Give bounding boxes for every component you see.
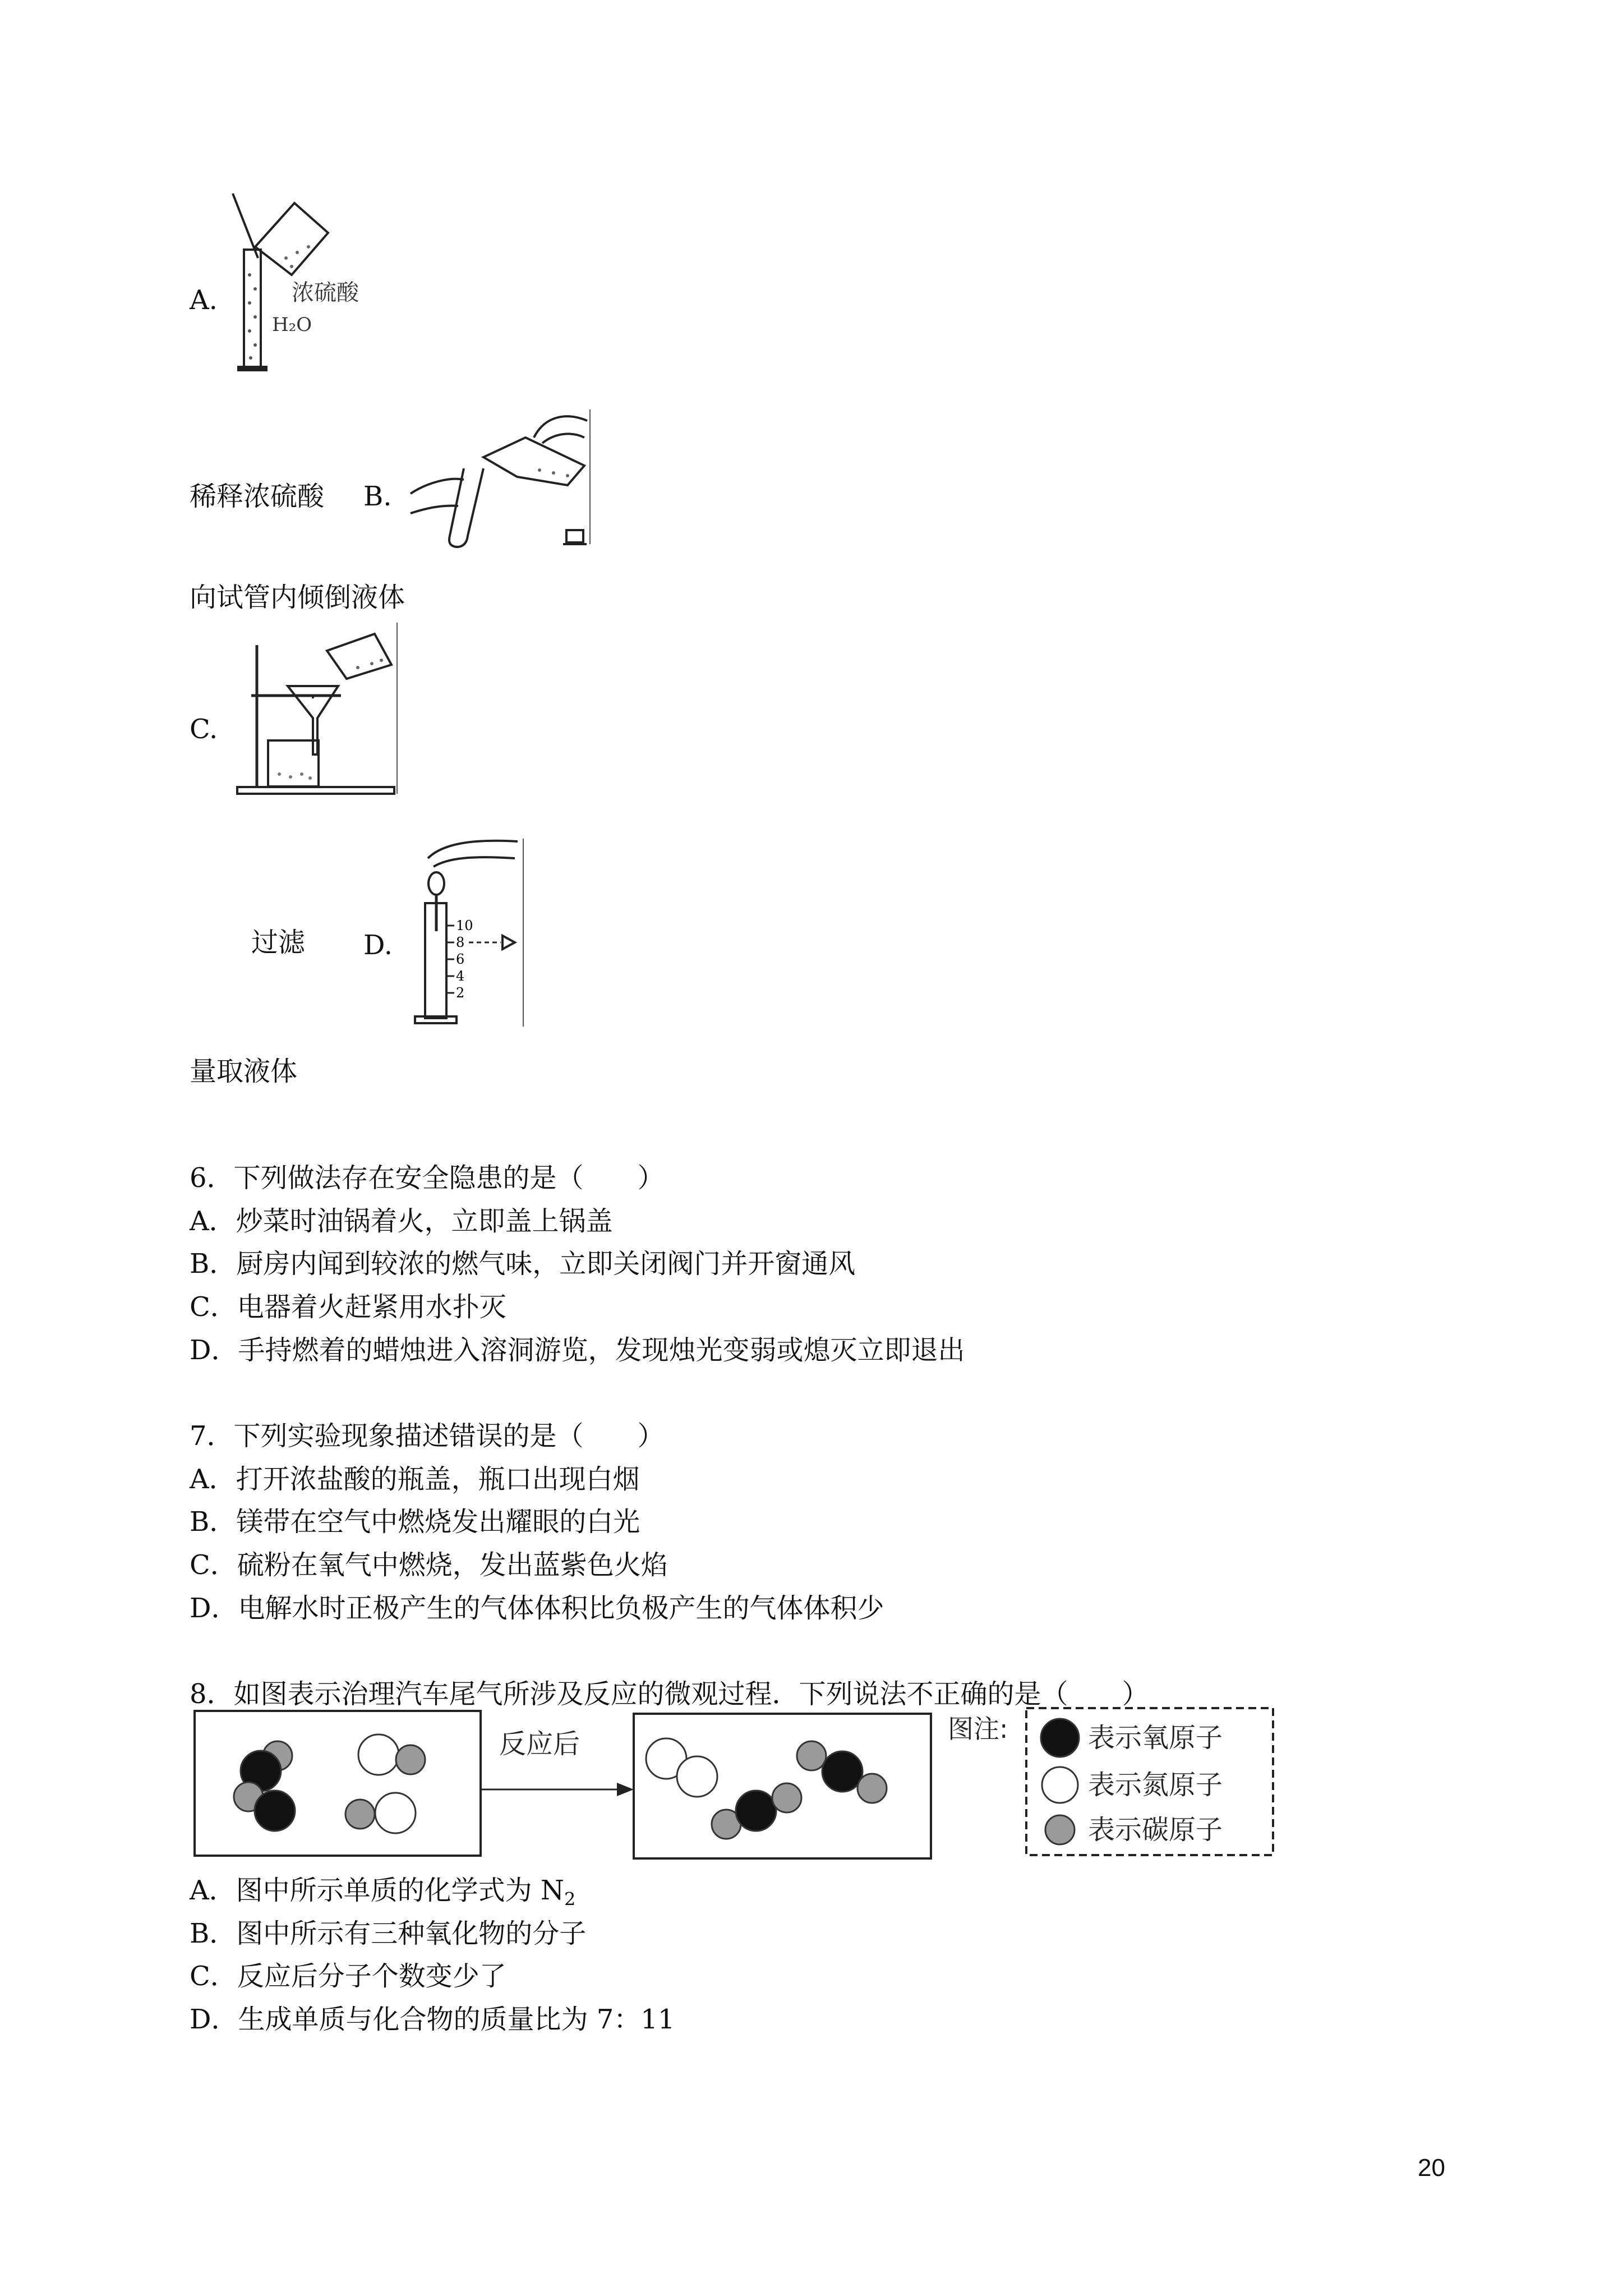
q8-option-d: D．生成单质与化合物的质量比为 7：11 <box>190 2004 675 2035</box>
q8-option-b: B．图中所示有三种氧化物的分子 <box>190 1918 587 1949</box>
option-c-caption: 过滤 <box>251 927 306 958</box>
water-label: H₂O <box>272 314 312 336</box>
product-molecules <box>646 1738 887 1839</box>
q7-option-a: A．打开浓盐酸的瓶盖，瓶口出现白烟 <box>190 1464 640 1495</box>
nitrogen-atom-icon <box>1042 1767 1078 1803</box>
q6-option-a: A．炒菜时油锅着火，立即盖上锅盖 <box>190 1205 613 1237</box>
legend-title: 图注: <box>948 1714 1008 1744</box>
page-number: 20 <box>1418 2154 1445 2182</box>
dilute-acid-figure <box>227 191 362 376</box>
option-c-label: C. <box>190 714 218 745</box>
arrow-label: 反应后 <box>499 1728 580 1760</box>
option-d-caption: 量取液体 <box>190 1056 298 1087</box>
legend-nitrogen: 表示氮原子 <box>1088 1769 1223 1801</box>
q7-stem: 7．下列实验现象描述错误的是（ ） <box>190 1420 665 1452</box>
q6-option-c: C．电器着火赶紧用水扑灭 <box>190 1291 506 1323</box>
q8-stem: 8．如图表示治理汽车尾气所涉及反应的微观过程．下列说法不正确的是（ ） <box>190 1678 1149 1710</box>
q8-option-a-text: A．图中所示单质的化学式为 N <box>190 1875 564 1906</box>
filtration-figure <box>234 620 403 799</box>
q7-option-b: B．镁带在空气中燃烧发出耀眼的白光 <box>190 1506 640 1538</box>
legend-oxygen: 表示氧原子 <box>1088 1722 1223 1754</box>
pour-liquid-figure <box>405 404 596 550</box>
oxygen-atom-icon <box>1041 1719 1079 1757</box>
reactants-box <box>195 1711 481 1856</box>
tick-8: 8 <box>456 935 465 950</box>
tick-4: 4 <box>456 968 465 984</box>
reactant-molecules <box>234 1734 425 1833</box>
option-b-label: B. <box>363 481 392 512</box>
q8-option-c: C．反应后分子个数变少了 <box>190 1961 506 1992</box>
option-d-label: D. <box>363 930 393 961</box>
reaction-diagram <box>193 1705 1276 1862</box>
q6-option-d: D．手持燃着的蜡烛进入溶洞游览，发现烛光变弱或熄灭立即退出 <box>190 1335 965 1366</box>
q6-stem: 6．下列做法存在安全隐患的是（ ） <box>190 1162 665 1194</box>
carbon-atom-icon <box>1045 1815 1075 1844</box>
option-a-caption: 稀释浓硫酸 <box>190 481 325 512</box>
q7-option-d: D．电解水时正极产生的气体体积比负极产生的气体体积少 <box>190 1593 884 1624</box>
legend-carbon: 表示碳原子 <box>1088 1814 1223 1846</box>
q8-option-a <box>190 1874 575 1916</box>
tick-6: 6 <box>456 951 465 967</box>
q8-option-a-subscript: 2 <box>564 1888 576 1910</box>
measure-liquid-figure <box>403 836 526 1032</box>
tick-10: 10 <box>456 918 473 933</box>
option-b-caption: 向试管内倾倒液体 <box>190 582 405 613</box>
tick-2: 2 <box>456 985 465 1001</box>
q6-option-b: B．厨房内闻到较浓的燃气味，立即关闭阀门并开窗通风 <box>190 1248 856 1280</box>
option-a-label: A. <box>190 284 218 316</box>
acid-label: 浓硫酸 <box>292 280 359 306</box>
q7-option-c: C．硫粉在氧气中燃烧，发出蓝紫色火焰 <box>190 1549 668 1581</box>
